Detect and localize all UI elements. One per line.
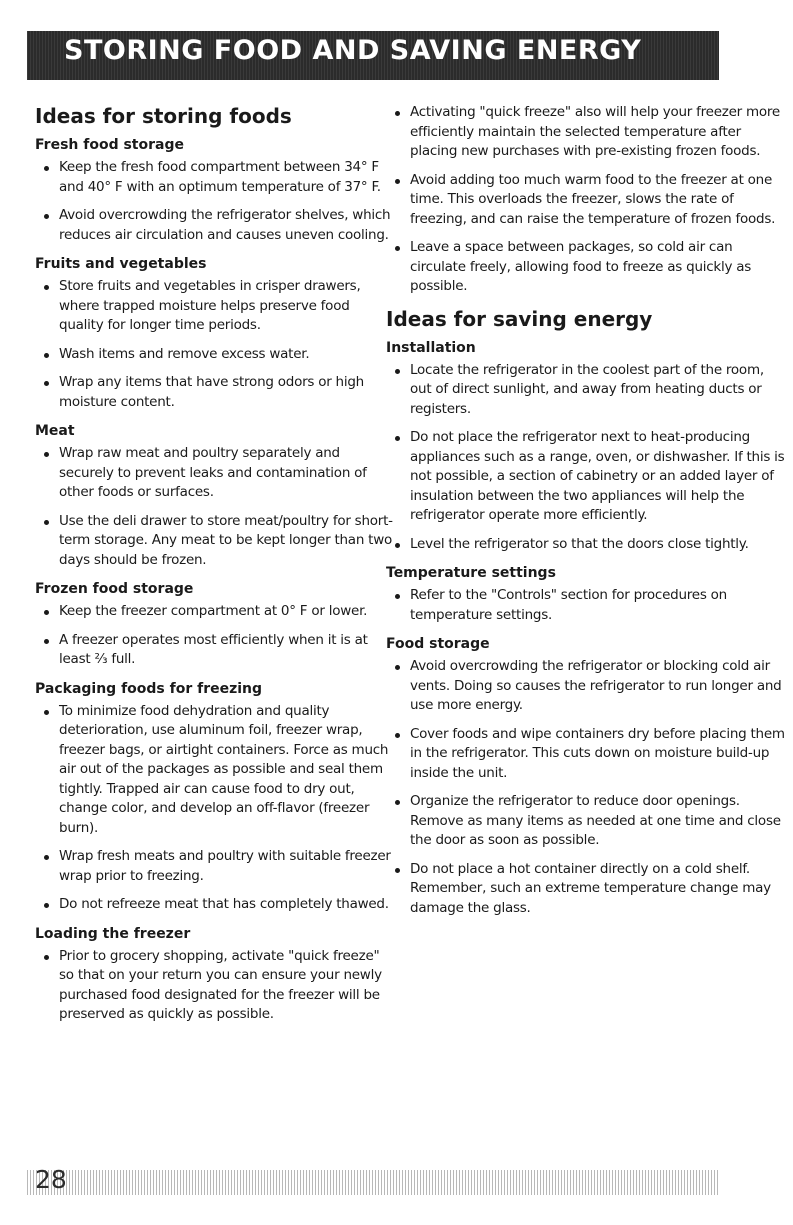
- right-column: [386, 103, 788, 927]
- list-item: Keep the fresh food compartment between 34° F and 40° F with an optimum temperature of 37° F.: [35, 158, 395, 197]
- bullet-list: [386, 103, 788, 297]
- list-item: Leave a space between packages, so cold air can circulate freely, allowing food to freeze as quickly as possible.: [386, 238, 788, 297]
- list-item: Avoid overcrowding the refrigerator shelves, which reduces air circulation and causes uneven cooling.: [35, 206, 395, 245]
- list-item: Do not place the refrigerator next to heat-producing appliances such as a range, oven, or dishwasher. If this is not possible, a section of cabinetry or an added layer of insulation between the two appliances will help the refrigerator operate more efficiently.: [386, 428, 788, 526]
- subheading: Food storage: [386, 636, 490, 652]
- list-item: Organize the refrigerator to reduce door openings. Remove as many items as needed at one time and close the door as soon as possible.: [386, 792, 788, 851]
- list-item: Do not place a hot container directly on a cold shelf. Remember, such an extreme temperature change may damage the glass.: [386, 860, 788, 919]
- list-item: Level the refrigerator so that the doors close tightly.: [386, 535, 788, 555]
- left-column: [35, 103, 395, 1034]
- section-heading: Ideas for saving energy: [386, 306, 653, 331]
- list-item: To minimize food dehydration and quality deterioration, use aluminum foil, freezer wrap, freezer bags, or airtight containers. Force as much air out of the packages as possible and seal them tightly. Trapped air can cause food to dry out, change color, and develop an off-flavor (freezer burn).: [35, 702, 395, 839]
- subheading: Temperature settings: [386, 565, 556, 581]
- bullet-list: [386, 361, 788, 555]
- list-item: Refer to the "Controls" section for procedures on temperature settings.: [386, 586, 788, 625]
- subheading: Loading the freezer: [35, 925, 191, 942]
- bullet-list: [35, 702, 395, 915]
- bullet-list: [35, 602, 395, 670]
- list-item: Keep the freezer compartment at 0° F or lower.: [35, 602, 395, 622]
- bullet-list: [35, 444, 395, 570]
- bullet-list: [35, 158, 395, 245]
- subheading: Fruits and vegetables: [35, 256, 207, 272]
- subheading: Installation: [386, 339, 476, 356]
- list-item: Activating "quick freeze" also will help your freezer more efficiently maintain the selected temperature after placing new purchases with pre-existing frozen foods.: [386, 103, 788, 162]
- list-item: Avoid adding too much warm food to the freezer at one time. This overloads the freezer, slows the rate of freezing, and can raise the temperature of frozen foods.: [386, 171, 788, 230]
- list-item: Wrap any items that have strong odors or high moisture content.: [35, 373, 395, 412]
- page-number: 28: [35, 1165, 67, 1194]
- subheading: Packaging foods for freezing: [35, 680, 263, 697]
- list-item: Wrap raw meat and poultry separately and securely to prevent leaks and contamination of other foods or surfaces.: [35, 444, 395, 503]
- list-item: Wrap fresh meats and poultry with suitable freezer wrap prior to freezing.: [35, 847, 395, 886]
- bullet-list: [386, 657, 788, 918]
- section-heading: Ideas for storing foods: [35, 104, 292, 128]
- list-item: Avoid overcrowding the refrigerator or blocking cold air vents. Doing so causes the refrigerator to run longer and use more energy.: [386, 657, 788, 716]
- list-item: Prior to grocery shopping, activate "quick freeze" so that on your return you can ensure your newly purchased food designated for the freezer will be preserved as quickly as possible.: [35, 947, 395, 1025]
- list-item: Store fruits and vegetables in crisper drawers, where trapped moisture helps preserve food quality for longer time periods.: [35, 277, 395, 336]
- bullet-list: [386, 586, 788, 625]
- list-item: Do not refreeze meat that has completely thawed.: [35, 895, 395, 915]
- bullet-list: [35, 947, 395, 1025]
- list-item: Locate the refrigerator in the coolest part of the room, out of direct sunlight, and away from heating ducts or registers.: [386, 361, 788, 420]
- list-item: Use the deli drawer to store meat/poultry for short-term storage. Any meat to be kept longer than two days should be frozen.: [35, 512, 395, 571]
- list-item: Cover foods and wipe containers dry before placing them in the refrigerator. This cuts down on moisture build-up inside the unit.: [386, 725, 788, 784]
- page-footer: [27, 1165, 719, 1195]
- page-banner: [27, 31, 719, 80]
- banner-title: STORING FOOD AND SAVING ENERGY: [64, 35, 642, 66]
- subheading: Fresh food storage: [35, 137, 184, 153]
- list-item: A freezer operates most efficiently when it is at least ⅔ full.: [35, 631, 395, 670]
- list-item: Wash items and remove excess water.: [35, 345, 395, 365]
- subheading: Meat: [35, 423, 75, 439]
- subheading: Frozen food storage: [35, 581, 194, 597]
- bullet-list: [35, 277, 395, 412]
